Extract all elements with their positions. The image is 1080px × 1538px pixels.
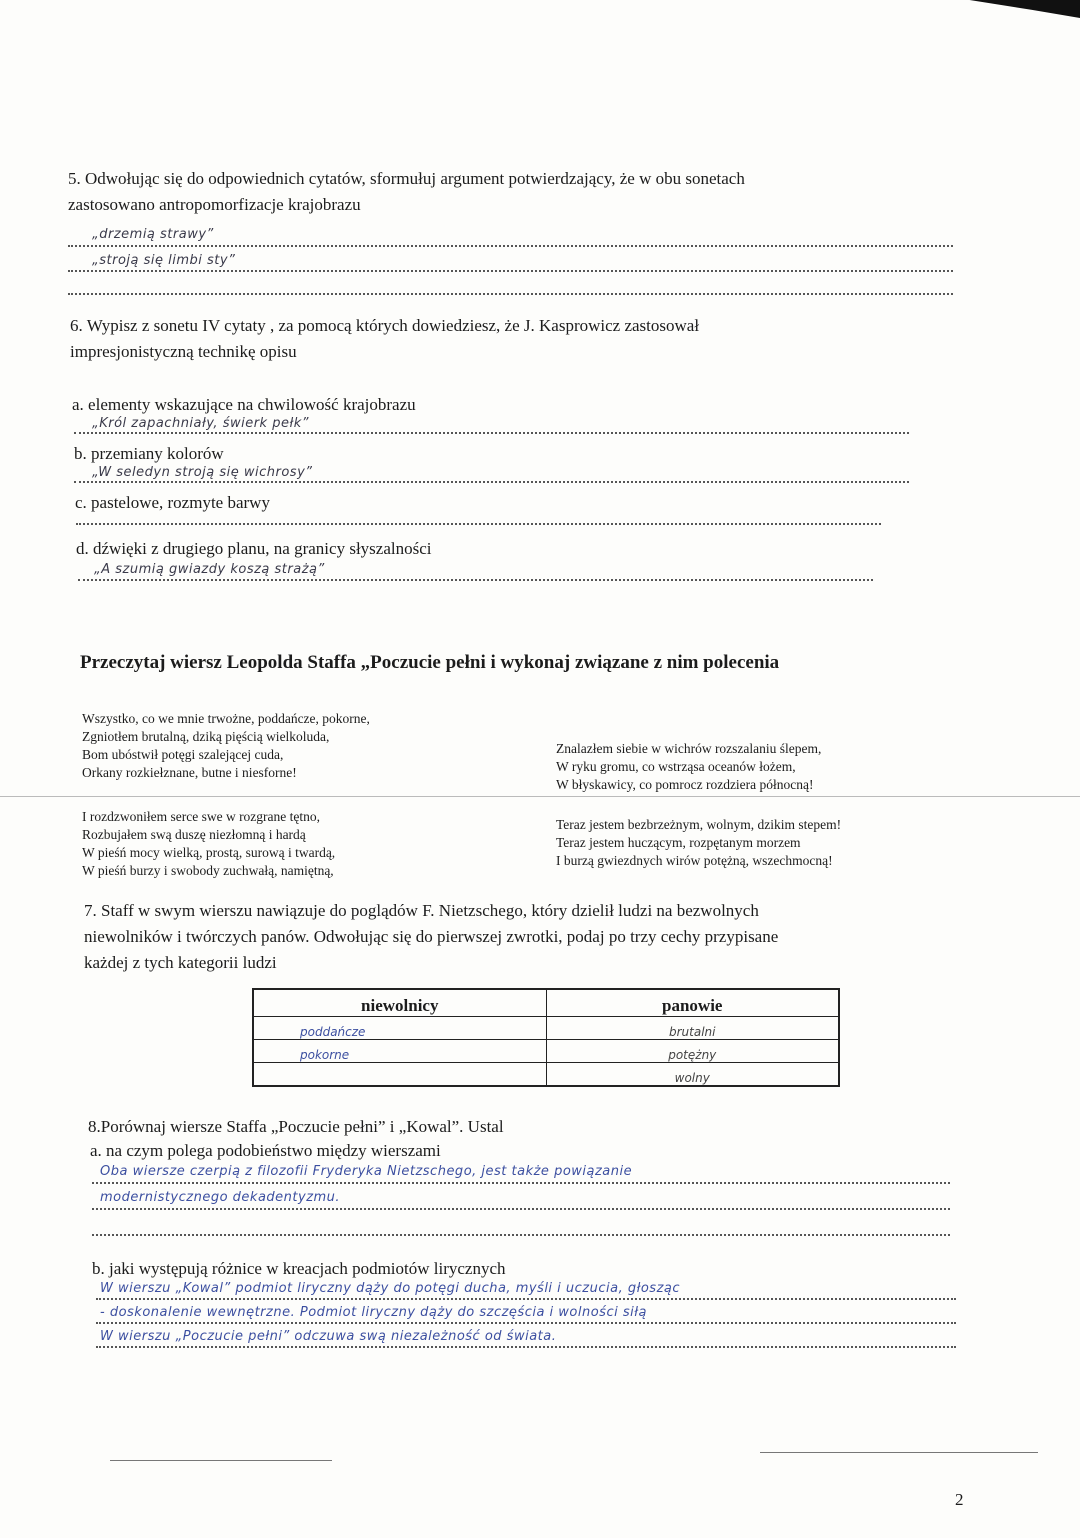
q6-text bbox=[70, 313, 699, 364]
q5-answer-line-2 bbox=[68, 270, 953, 272]
q5-answer-2: „stroją się limbi sty” bbox=[92, 253, 236, 268]
q8-a-answer-2: modernistycznego dekadentyzmu. bbox=[100, 1190, 341, 1205]
q7-text bbox=[84, 898, 778, 976]
verse: W pieśń burzy i swobody zuchwałą, namiętną, bbox=[82, 863, 334, 878]
q7-col-header-panowie: panowie bbox=[546, 989, 839, 1017]
q5-line1: 5. Odwołując się do odpowiednich cytatów, sformułuj argument potwierdzający, że w obu sonetach bbox=[68, 169, 745, 188]
q7-cell: poddańcze bbox=[253, 1017, 546, 1040]
q8-a-line-2 bbox=[92, 1208, 950, 1210]
scan-edge-mark bbox=[960, 0, 1080, 18]
q7-line3: każdej z tych kategorii ludzi bbox=[84, 953, 277, 972]
q6-item-d-answer: „A szumią gwiazdy koszą strażą” bbox=[94, 562, 325, 577]
poem-stanza-3 bbox=[556, 740, 821, 794]
verse: Teraz jestem huczącym, rozpętanym morzem bbox=[556, 835, 801, 850]
q8-text: 8.Porównaj wiersze Staffa „Poczucie pełni” i „Kowal”. Ustal bbox=[88, 1117, 504, 1136]
footer-rule-left bbox=[110, 1460, 332, 1461]
verse: Wszystko, co we mnie trwożne, poddańcze, pokorne, bbox=[82, 711, 370, 726]
q6-line2: impresjonistyczną technikę opisu bbox=[70, 341, 297, 361]
q5-text bbox=[68, 166, 745, 217]
q7-cell: potężny bbox=[546, 1040, 839, 1063]
q8-b-label: b. jaki występują różnice w kreacjach podmiotów lirycznych bbox=[92, 1259, 506, 1278]
verse: Znalazłem siebie w wichrów rozszalaniu ślepem, bbox=[556, 741, 822, 756]
q5-line2: zastosowano antropomorfizacje krajobrazu bbox=[68, 194, 361, 214]
q7-cell: wolny bbox=[546, 1063, 839, 1087]
q8-b-line-1 bbox=[96, 1298, 956, 1300]
verse: W ryku gromu, co wstrząsa oceanów łożem, bbox=[556, 759, 796, 774]
table-row bbox=[253, 1063, 839, 1087]
scan-fold-line bbox=[0, 796, 1080, 797]
verse: Bom ubóstwił potęgi szalejącej cuda, bbox=[82, 747, 284, 762]
q7-line2: niewolników i twórczych panów. Odwołując się do pierwszej zwrotki, podaj po trzy cechy przypisane bbox=[84, 927, 779, 946]
verse: Teraz jestem bezbrzeżnym, wolnym, dzikim stepem! bbox=[556, 817, 842, 832]
q8-a-answer-1: Oba wiersze czerpią z filozofii Fryderyka Nietzschego, jest także powiązanie bbox=[100, 1164, 633, 1179]
q8-b-line-3 bbox=[96, 1346, 956, 1348]
q8-b-answer-3: W wierszu „Poczucie pełni” odczuwa swą niezależność od świata. bbox=[100, 1329, 557, 1344]
verse: Rozbujałem swą duszę niezłomną i hardą bbox=[82, 827, 306, 842]
q8-b-answer-1: W wierszu „Kowal” podmiot liryczny dąży do potęgi ducha, myśli i uczucia, głosząc bbox=[100, 1281, 681, 1296]
q7-cell bbox=[253, 1063, 546, 1087]
q6-item-d-label: d. dźwięki z drugiego planu, na granicy słyszalności bbox=[76, 539, 432, 558]
q5-answer-line-3 bbox=[68, 293, 953, 295]
q5-answer-1: „drzemią strawy” bbox=[92, 227, 214, 242]
verse: I burzą gwiezdnych wirów potężną, wszechmocną! bbox=[556, 853, 833, 868]
q7-line1: 7. Staff w swym wierszu nawiązuje do poglądów F. Nietzschego, który dzielił ludzi na bezwolnych bbox=[84, 901, 759, 920]
q8-b-answer-2: - doskonalenie wewnętrzne. Podmiot liryczny dąży do szczęścia i wolności siłą bbox=[100, 1305, 647, 1320]
q6-item-a-label: a. elementy wskazujące na chwilowość krajobrazu bbox=[72, 395, 416, 414]
q5-answer-line-1 bbox=[68, 245, 953, 247]
q6-item-d-line bbox=[78, 579, 873, 581]
q6-item-b-label: b. przemiany kolorów bbox=[74, 444, 224, 463]
poem-stanza-2 bbox=[82, 808, 335, 880]
table-row bbox=[253, 1040, 839, 1063]
q8-b-line-2 bbox=[96, 1322, 956, 1324]
verse: W pieśń mocy wielką, prostą, surową i twardą, bbox=[82, 845, 336, 860]
q6-item-b-line bbox=[74, 481, 909, 483]
q6-line1: 6. Wypisz z sonetu IV cytaty , za pomocą których dowiedziesz, że J. Kasprowicz zastosował bbox=[70, 316, 700, 335]
verse: Zgniotłem brutalną, dziką pięścią wielkoluda, bbox=[82, 729, 330, 744]
q6-item-c-line bbox=[76, 523, 881, 525]
verse: W błyskawicy, co pomrocz rozdziera północną! bbox=[556, 777, 814, 792]
q7-col-header-niewolnicy: niewolnicy bbox=[253, 989, 546, 1017]
q6-item-c-label: c. pastelowe, rozmyte barwy bbox=[75, 493, 270, 512]
q6-item-b-answer: „W seledyn stroją się wichrosy” bbox=[92, 465, 313, 480]
page-number: 2 bbox=[955, 1490, 964, 1509]
verse: I rozdzwoniłem serce swe w rozgrane tętno, bbox=[82, 809, 321, 824]
q8-a-label: a. na czym polega podobieństwo między wierszami bbox=[90, 1141, 441, 1160]
q7-table bbox=[252, 988, 840, 1087]
poem-stanza-4 bbox=[556, 816, 841, 870]
footer-rule-right bbox=[760, 1452, 1038, 1453]
table-row bbox=[253, 1017, 839, 1040]
q8-a-line-1 bbox=[92, 1182, 950, 1184]
q6-item-a-line bbox=[74, 432, 909, 434]
q7-cell: pokorne bbox=[253, 1040, 546, 1063]
q8-a-line-3 bbox=[92, 1234, 950, 1236]
verse: Orkany rozkiełznane, butne i niesforne! bbox=[82, 765, 297, 780]
poem-stanza-1 bbox=[82, 710, 370, 782]
poem-heading: Przeczytaj wiersz Leopolda Staffa „Poczucie pełni i wykonaj związane z nim polecenia bbox=[80, 652, 780, 673]
q6-item-a-answer: „Król zapachniały, świerk pełk” bbox=[92, 416, 309, 431]
q7-cell: brutalni bbox=[546, 1017, 839, 1040]
